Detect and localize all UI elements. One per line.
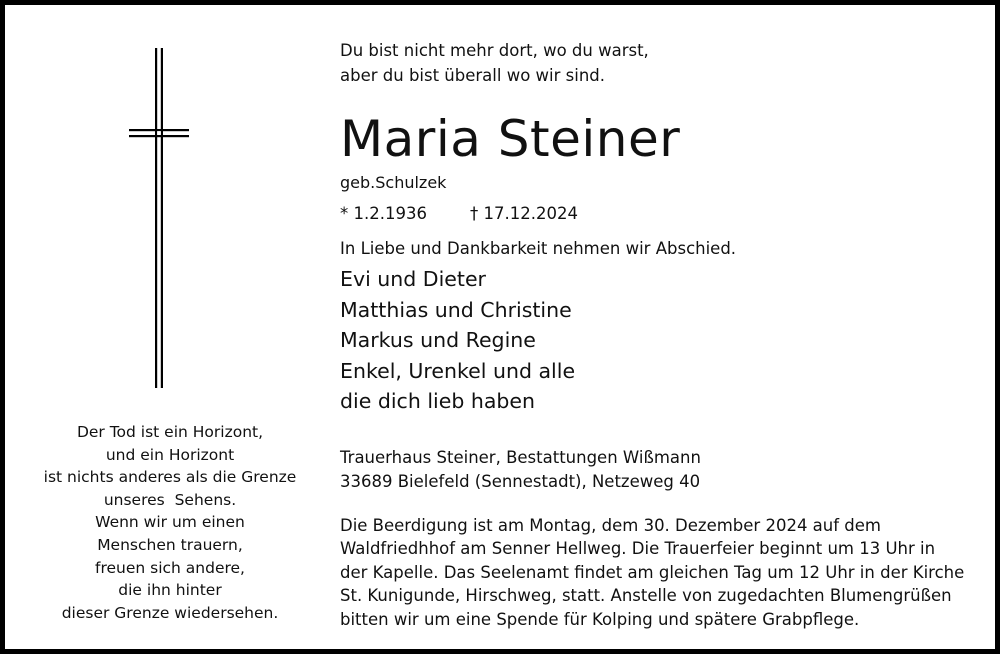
- burial-line: bitten wir um eine Spende für Kolping und spätere Grabpflege.: [340, 609, 860, 629]
- mourner-entry: die dich lieb haben: [340, 389, 536, 413]
- mourner-entry: Evi und Dieter: [340, 267, 486, 291]
- funeral-home-line: Trauerhaus Steiner, Bestattungen Wißmann: [340, 448, 701, 467]
- deceased-name: Maria Steiner: [340, 110, 681, 168]
- motto-line: aber du bist überall wo wir sind.: [340, 66, 605, 85]
- motto: [340, 38, 649, 88]
- poem-line: Wenn wir um einen: [95, 513, 245, 532]
- poem-line: Menschen trauern,: [97, 535, 243, 554]
- poem-line: dieser Grenze wiedersehen.: [61, 603, 279, 622]
- burial-line: Die Beerdigung ist am Montag, dem 30. Dezember 2024 auf dem: [340, 516, 882, 535]
- mourner-entry: Markus und Regine: [340, 328, 536, 352]
- poem-line: unseres Sehens.: [103, 490, 237, 509]
- poem: [35, 421, 305, 624]
- poem-line: Der Tod ist ein Horizont,: [76, 423, 264, 441]
- life-dates: [340, 202, 578, 226]
- farewell-line: In Liebe und Dankbarkeit nehmen wir Abschied.: [340, 239, 737, 258]
- burial-line: St. Kunigunde, Hirschweg, statt. Anstelle von zugedachten Blumengrüßen: [340, 586, 952, 606]
- poem-line: und ein Horizont: [105, 445, 235, 464]
- mourner-entry: Enkel, Urenkel und alle: [340, 358, 576, 383]
- funeral-home-address: [340, 446, 701, 494]
- funeral-home-line: 33689 Bielefeld (Sennestadt), Netzeweg 40: [340, 472, 701, 491]
- death-date: † 17.12.2024: [470, 204, 578, 223]
- burial-line: der Kapelle. Das Seelenamt findet am gleichen Tag um 12 Uhr in der Kirche: [340, 562, 965, 582]
- birth-date: * 1.2.1936: [340, 204, 427, 223]
- mourners-list: [340, 264, 575, 417]
- burial-information: [340, 514, 964, 631]
- motto-line: Du bist nicht mehr dort, wo du warst,: [340, 41, 649, 60]
- poem-line: die ihn hinter: [118, 581, 222, 600]
- cross-icon: [129, 48, 189, 388]
- mourner-entry: Matthias und Christine: [340, 297, 572, 322]
- poem-line: freuen sich andere,: [95, 558, 245, 577]
- birth-name: geb.Schulzek: [340, 173, 447, 192]
- poem-line: ist nichts anderes als die Grenze: [43, 468, 297, 487]
- burial-line: Waldfriedhhof am Senner Hellweg. Die Trauerfeier beginnt um 13 Uhr in: [340, 539, 936, 559]
